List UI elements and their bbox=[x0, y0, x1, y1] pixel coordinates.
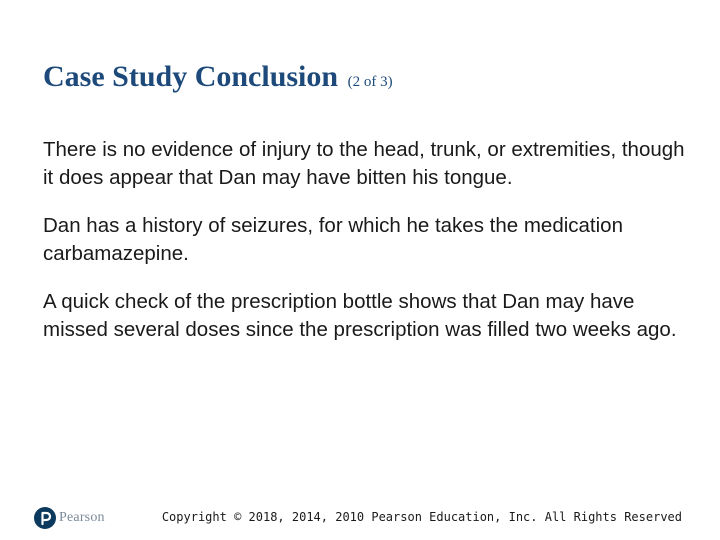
body-paragraph-2: Dan has a history of seizures, for which he takes the medication carbamazepine. bbox=[43, 214, 623, 265]
slide-title-main: Case Study Conclusion bbox=[43, 60, 339, 93]
copyright-notice: Copyright © 2018, 2014, 2010 Pearson Education, Inc. All Rights Reserved bbox=[161, 510, 682, 524]
pearson-logo bbox=[34, 506, 105, 530]
slide-body bbox=[43, 136, 693, 364]
body-paragraph-1: There is no evidence of injury to the head, trunk, or extremities, though it does appear that Dan may have bitten his tongue. bbox=[43, 138, 685, 189]
pearson-logo-icon bbox=[34, 507, 56, 529]
pearson-logo-text: Pearson bbox=[59, 510, 105, 525]
body-paragraph-3: A quick check of the prescription bottle shows that Dan may have missed several doses since the prescription was filled two weeks ago. bbox=[43, 290, 677, 341]
slide-title-suffix: (2 of 3) bbox=[347, 74, 393, 90]
slide-title bbox=[43, 58, 393, 101]
